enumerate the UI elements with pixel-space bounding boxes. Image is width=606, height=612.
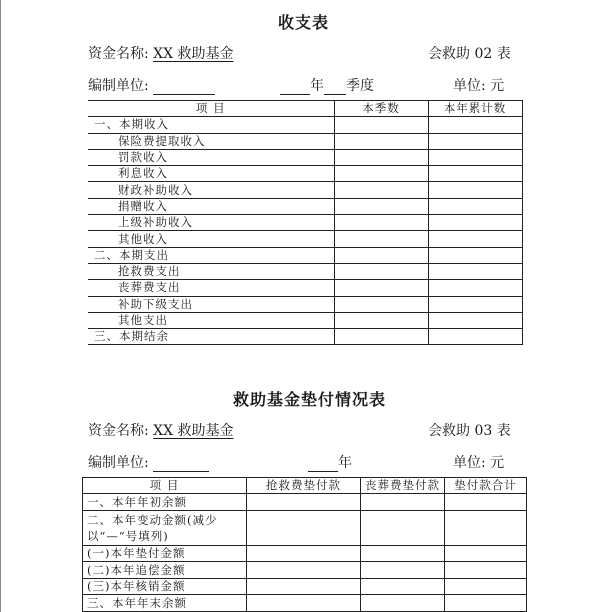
col-header-funeral-advance: 丧葬费垫付款	[361, 478, 445, 494]
advance-total-cell[interactable]	[445, 545, 527, 562]
table1-title: 收支表	[278, 13, 330, 32]
funeral-advance-cell[interactable]	[361, 545, 445, 562]
quarter-value-cell[interactable]	[334, 166, 428, 182]
table2-form-code: 会救助 03 表	[428, 423, 511, 439]
unit-label: 编制单位:	[88, 78, 149, 94]
row-label: 其他支出	[88, 312, 334, 328]
ytd-value-cell[interactable]	[428, 198, 522, 214]
year-label: 年	[338, 455, 352, 471]
fund-name: XX 救助基金	[153, 46, 234, 62]
ytd-value-cell[interactable]	[428, 296, 522, 312]
ytd-value-cell[interactable]	[428, 133, 522, 149]
row-label: 上级补助收入	[88, 215, 334, 231]
funeral-advance-cell[interactable]	[361, 510, 445, 545]
quarter-value-cell[interactable]	[334, 182, 428, 198]
table-row	[83, 545, 527, 562]
row-label: 二、本年变动金额(减少以“—”号填列)	[83, 510, 247, 545]
funeral-advance-cell[interactable]	[361, 595, 445, 612]
fund-name: XX 救助基金	[153, 423, 234, 439]
row-label: 抢救费支出	[88, 263, 334, 279]
table-header-row	[83, 478, 527, 494]
table2-currency: 单位: 元	[453, 455, 505, 471]
quarter-value-cell[interactable]	[334, 198, 428, 214]
table-row	[88, 263, 522, 279]
table2-unit-row	[88, 452, 209, 472]
col-header-rescue-advance: 抢救费垫付款	[247, 478, 361, 494]
unit-blank	[153, 456, 209, 472]
col-header-quarter: 本季数	[334, 101, 428, 117]
col-header-advance-total: 垫付款合计	[445, 478, 527, 494]
advance-total-cell[interactable]	[445, 494, 527, 511]
ytd-value-cell[interactable]	[428, 166, 522, 182]
ytd-value-cell[interactable]	[428, 182, 522, 198]
table-row	[83, 562, 527, 579]
ytd-value-cell[interactable]	[428, 312, 522, 328]
table-row	[88, 280, 522, 296]
row-label: 一、本期收入	[88, 117, 334, 133]
ytd-value-cell[interactable]	[428, 329, 522, 345]
table2-fund-row	[88, 420, 234, 440]
row-label: 补助下级支出	[88, 296, 334, 312]
ytd-value-cell[interactable]	[428, 215, 522, 231]
table-row	[83, 578, 527, 595]
quarter-value-cell[interactable]	[334, 133, 428, 149]
quarter-value-cell[interactable]	[334, 247, 428, 263]
rescue-advance-cell[interactable]	[247, 510, 361, 545]
rescue-advance-cell[interactable]	[247, 595, 361, 612]
row-label: 丧葬费支出	[88, 280, 334, 296]
year-label: 年	[310, 78, 324, 94]
row-label: 三、本期结余	[88, 329, 334, 345]
year-blank	[280, 79, 310, 95]
quarter-value-cell[interactable]	[334, 312, 428, 328]
row-label: 三、本年年末余额	[83, 595, 247, 612]
fund-label: 资金名称:	[88, 46, 149, 62]
unit-blank	[153, 79, 215, 95]
quarter-label: 季度	[346, 78, 374, 94]
table-row	[88, 215, 522, 231]
rescue-advance-cell[interactable]	[247, 545, 361, 562]
advance-payment-table	[82, 477, 527, 612]
funeral-advance-cell[interactable]	[361, 562, 445, 579]
quarter-blank	[324, 79, 346, 95]
ytd-value-cell[interactable]	[428, 280, 522, 296]
quarter-value-cell[interactable]	[334, 231, 428, 247]
ytd-value-cell[interactable]	[428, 117, 522, 133]
advance-total-cell[interactable]	[445, 562, 527, 579]
funeral-advance-cell[interactable]	[361, 578, 445, 595]
table-row	[88, 329, 522, 345]
quarter-value-cell[interactable]	[334, 215, 428, 231]
quarter-value-cell[interactable]	[334, 296, 428, 312]
quarter-value-cell[interactable]	[334, 149, 428, 165]
table-header-row	[88, 101, 522, 117]
table-row	[88, 231, 522, 247]
table2-title: 救助基金垫付情况表	[233, 390, 387, 409]
table-row	[88, 296, 522, 312]
funeral-advance-cell[interactable]	[361, 494, 445, 511]
table2-period-row	[308, 452, 352, 472]
row-label: 利息收入	[88, 166, 334, 182]
col-header-item: 项 目	[88, 101, 334, 117]
table-row	[83, 510, 527, 545]
ytd-value-cell[interactable]	[428, 149, 522, 165]
unit-label: 编制单位:	[88, 455, 149, 471]
year-blank	[308, 456, 338, 472]
table1-period-row	[280, 75, 374, 95]
page-edge	[0, 0, 5, 612]
table-row	[88, 166, 522, 182]
advance-total-cell[interactable]	[445, 578, 527, 595]
ytd-value-cell[interactable]	[428, 231, 522, 247]
row-label: (三)本年核销金额	[83, 578, 247, 595]
quarter-value-cell[interactable]	[334, 280, 428, 296]
rescue-advance-cell[interactable]	[247, 578, 361, 595]
ytd-value-cell[interactable]	[428, 247, 522, 263]
quarter-value-cell[interactable]	[334, 117, 428, 133]
table1-unit-row	[88, 75, 215, 95]
row-label: 其他收入	[88, 231, 334, 247]
table-row	[88, 312, 522, 328]
table-row	[88, 247, 522, 263]
table-row	[83, 494, 527, 511]
table-row	[88, 182, 522, 198]
col-header-item: 项 目	[83, 478, 247, 494]
advance-total-cell[interactable]	[445, 595, 527, 612]
table1-fund-row	[88, 43, 234, 63]
table-row	[88, 117, 522, 133]
table1-currency: 单位: 元	[453, 78, 505, 94]
table-row	[83, 595, 527, 612]
table-row	[88, 198, 522, 214]
row-label: 保险费提取收入	[88, 133, 334, 149]
row-label: 一、本年年初余额	[83, 494, 247, 511]
advance-total-cell[interactable]	[445, 510, 527, 545]
quarter-value-cell[interactable]	[334, 329, 428, 345]
col-header-ytd: 本年累计数	[428, 101, 522, 117]
quarter-value-cell[interactable]	[334, 263, 428, 279]
rescue-advance-cell[interactable]	[247, 494, 361, 511]
row-label: 捐赠收入	[88, 198, 334, 214]
row-label: 财政补助收入	[88, 182, 334, 198]
row-label: 二、本期支出	[88, 247, 334, 263]
income-expense-table	[88, 100, 523, 345]
rescue-advance-cell[interactable]	[247, 562, 361, 579]
fund-label: 资金名称:	[88, 423, 149, 439]
ytd-value-cell[interactable]	[428, 263, 522, 279]
row-label: 罚款收入	[88, 149, 334, 165]
row-label: (二)本年追偿金额	[83, 562, 247, 579]
row-label: (一)本年垫付金额	[83, 545, 247, 562]
table-row	[88, 149, 522, 165]
table-row	[88, 133, 522, 149]
table1-form-code: 会救助 02 表	[428, 46, 511, 62]
